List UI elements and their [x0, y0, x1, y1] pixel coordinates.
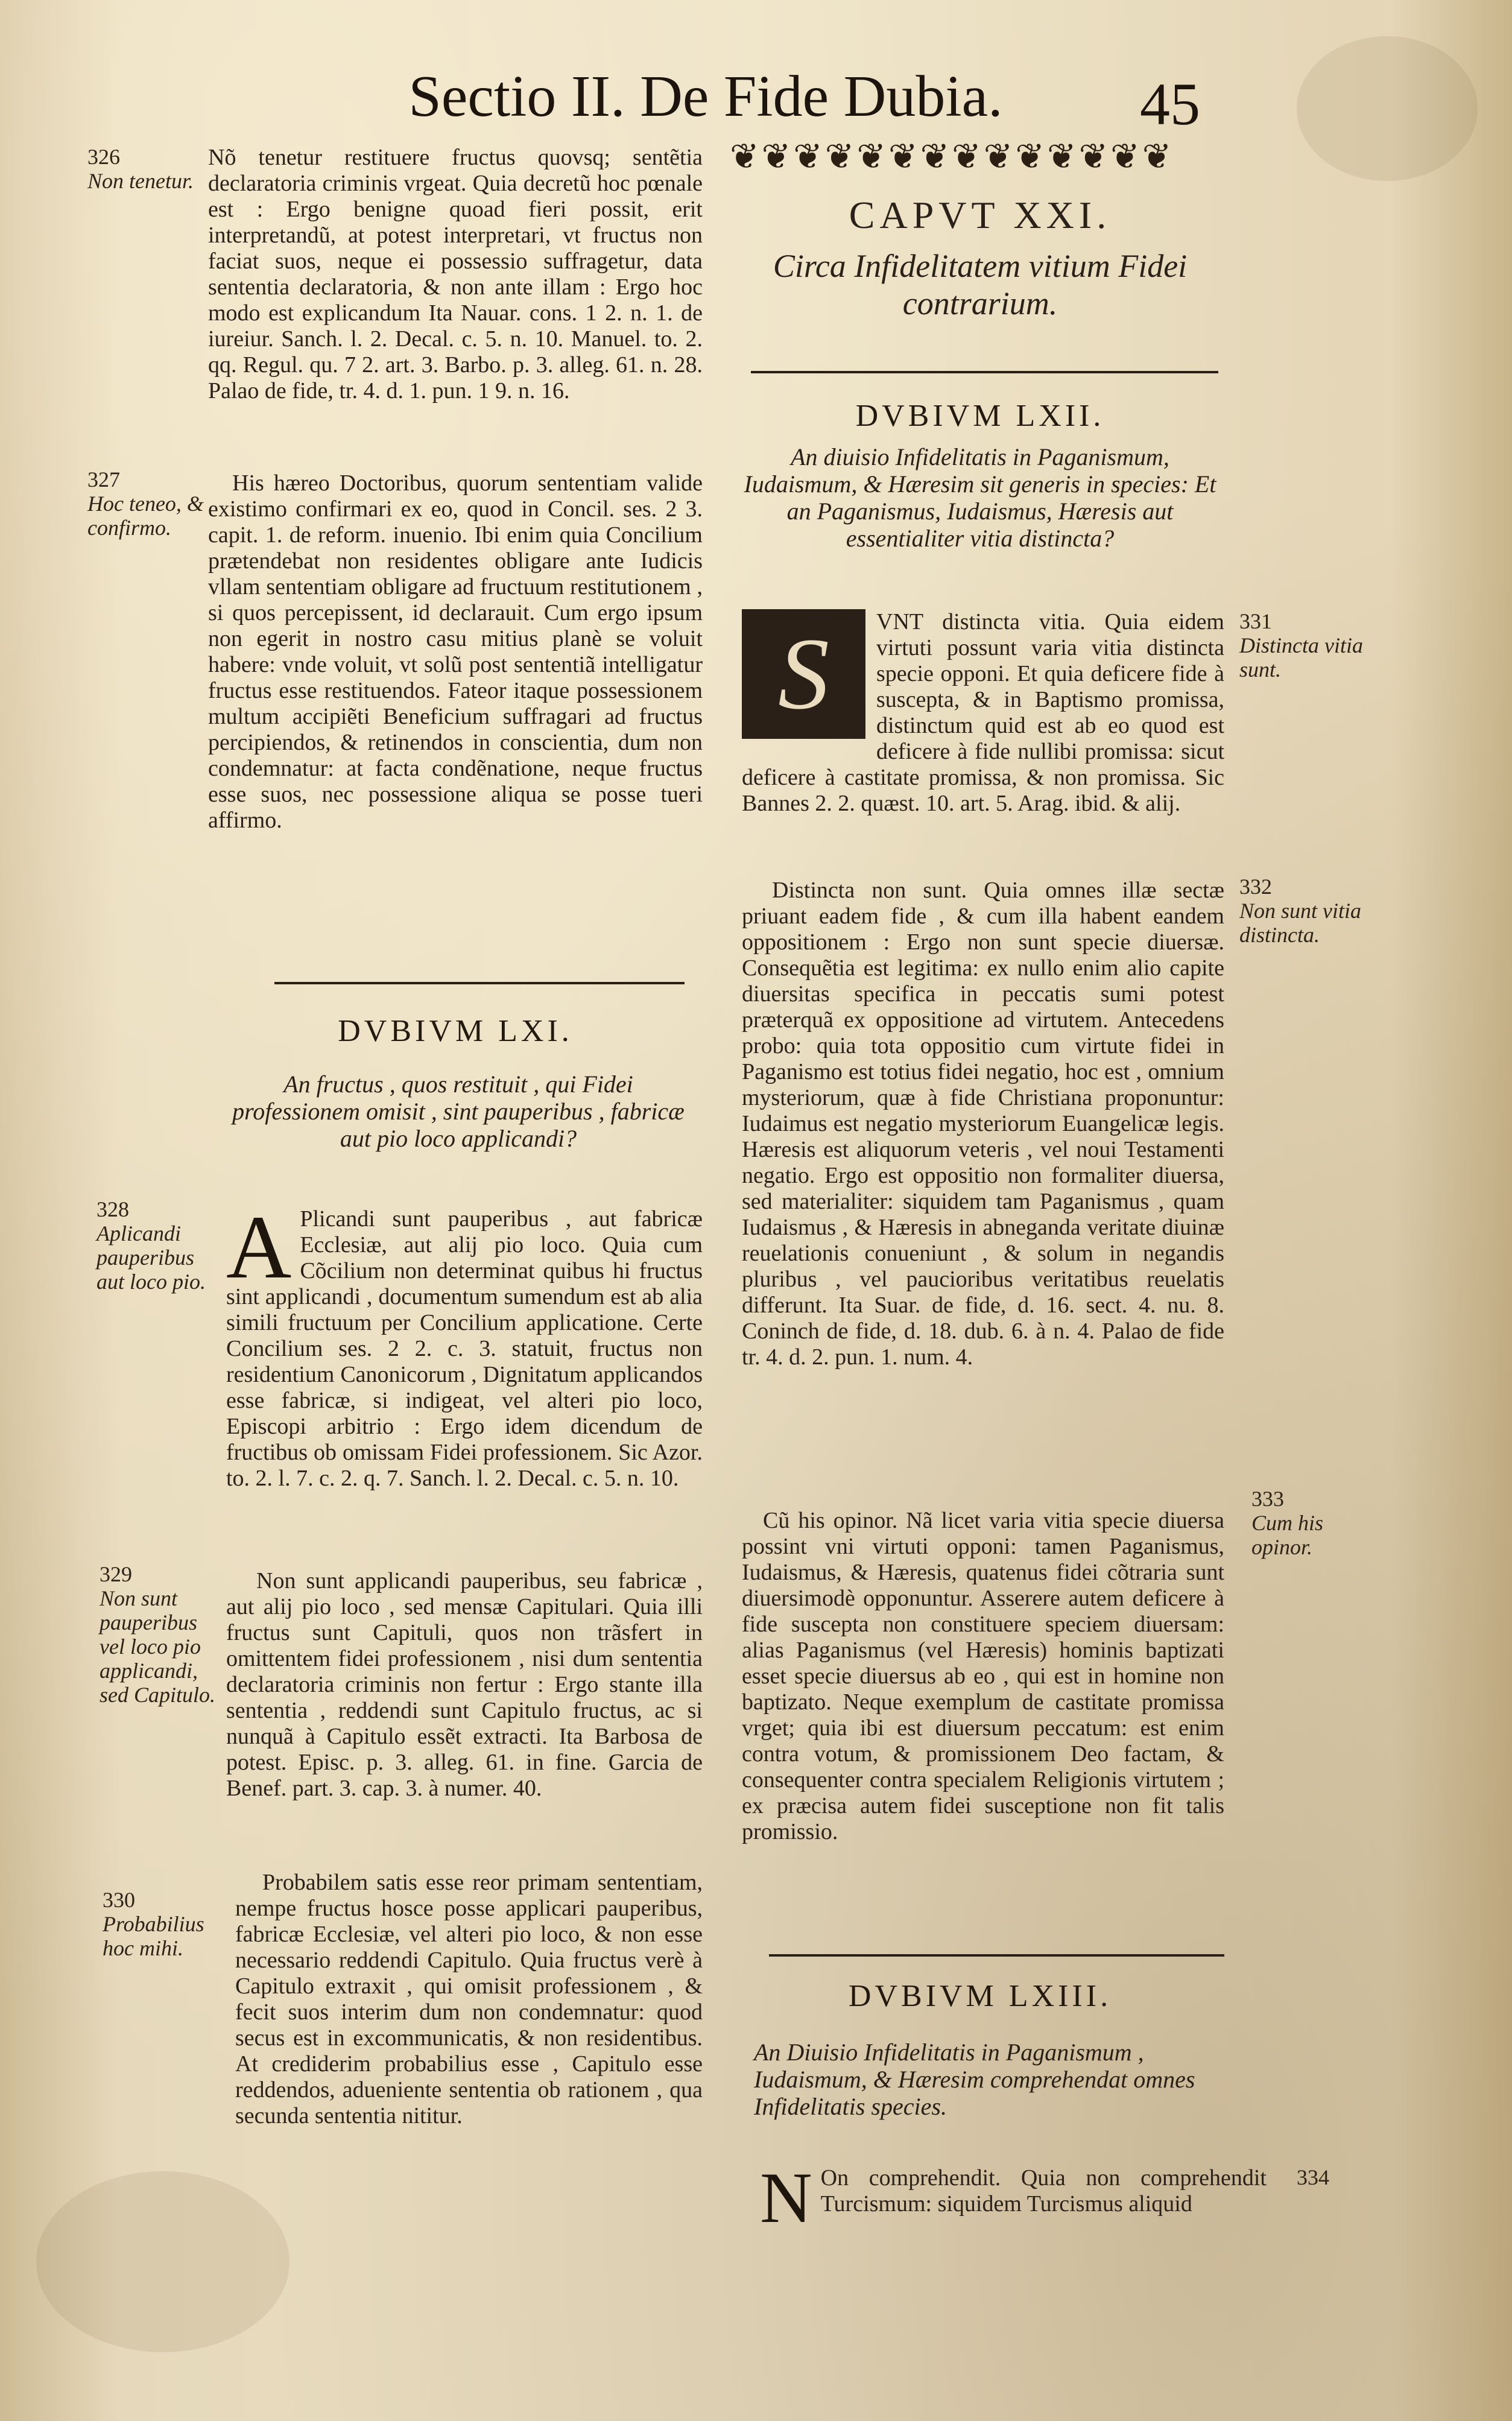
right-column-para3 [742, 1508, 1224, 1845]
paragraph [226, 1197, 703, 1492]
right-column-para1 [742, 609, 1224, 817]
paper-stain [1297, 36, 1478, 181]
margin-note-text: Hoc teneo, & confirmo. [87, 492, 204, 540]
margin-note-text: Non tenetur. [87, 169, 194, 193]
paragraph-text: Plicandi sunt pauperibus , aut fabricæ Ecclesiæ, aut alij pio loco. Quia cum Cõcilium non determinat quibus hi fructus sint applicandi , documentum sumendum est ab alia simili fructuum per Concilium applicatione. Certe Concilium ses. 2 2. c. 3. statuit, fructus non residentium Canonicorum , Dignitatum applicandos esse fabricæ, si indigeat, vel alteri pio loco, Episcopi arbitrio : Ergo idem dicendum de fructibus ob omissam Fidei professionem. Sic Azor. to. 2. l. 7. c. 2. q. 7. Sanch. l. 2. Decal. c. 5. n. 10. [226, 1206, 703, 1491]
section-rule [274, 982, 685, 984]
paragraph: Non sunt applicandi pauperibus, seu fabricæ , aut alij pio loco , sed mensæ Capitulari. Quia illi fructus sunt Capituli, quos non trãsfert in omittentem fidei professionem , nisi dum sententia declaratoria criminis non fertur : Ergo stante illa sententia , reddendi sunt Capitulo fructus, ac si nunquã à Capitulo essẽt extracti. Ita Barbosa de potest. Episc. p. 3. alleg. 61. in fine. Garcia de Benef. part. 3. cap. 3. à numer. 40. [226, 1568, 703, 1801]
caput-title: CAPVT XXI. [849, 194, 1112, 236]
left-column-para3 [226, 1197, 703, 1492]
margin-note-text: Distincta vitia sunt. [1239, 633, 1363, 682]
caput-subtitle: Circa Infidelitatem vitium Fidei contrarium. [773, 248, 1188, 321]
margin-note-332 [1239, 875, 1363, 947]
paragraph: Distincta non sunt. Quia omnes illæ sectæ priuant eadem fide , & cum illa habent eandem oppositionem : Ergo non sunt specie diuersæ. Consequẽtia est legitima: ex nullo enim alio capite diuersitas specifica in peccatis sumi potest præterquã ex oppositione ad virtutem. Antecedens probo: quia tota oppositio cum virtute fidei in Paganismo est totius fidei negatio, hoc est , omnium mysteriorum, quæ à fide Christiana proponuntur: Iudaimus est negatio mysteriorum Euangelicæ legis. Hæresis est aliquorum veteris , vel noui Testamenti negatio. Ergo est oppositio non formaliter diuersa, sed materialiter: siquidem tam Paganismus , quam Iudaismus , & Hæresis in abneganda veritate diuinæ reuelationis conueniunt , & solum in negandis pluribus , vel paucioribus veritatibus reuelatis differunt. Ita Suar. de fide, d. 16. sect. 4. nu. 8. Coninch de fide, d. 18. dub. 6. à n. 4. Palao de fide tr. 4. d. 2. pun. 1. num. 4. [742, 878, 1224, 1370]
right-column-para2 [742, 878, 1224, 1370]
margin-note-text: Probabilius hoc mihi. [103, 1912, 204, 1960]
running-head: Sectio II. De Fide Dubia. [408, 64, 1003, 129]
margin-note-number: 328 [96, 1197, 129, 1221]
margin-note-330 [103, 1888, 223, 1960]
margin-note-number: 332 [1239, 875, 1272, 899]
fleuron-ornament-band: ❦❦❦❦❦❦❦❦❦❦❦❦❦❦ [730, 137, 1174, 176]
margin-note-text: Non sunt vitia distincta. [1239, 899, 1362, 947]
left-column-para2 [208, 470, 703, 834]
paragraph-text: On comprehendit. Quia non comprehendit Turcismum: siquidem Turcismus aliquid [820, 2165, 1267, 2217]
margin-note-number: 333 [1251, 1487, 1284, 1511]
drop-cap-n: N [760, 2157, 812, 2238]
dubium-62-question: An diuisio Infidelitatis in Paganismum, Iudaismum, & Hæresim sit generis in species: Et an Paganismus, Iudaismus, Hæresis aut essentialiter vitia distincta? [744, 443, 1216, 552]
margin-note-text: Non sunt pauperibus vel loco pio applicandi, sed Capitulo. [100, 1586, 216, 1707]
margin-note-number: 327 [87, 467, 120, 492]
margin-note-334 [1297, 2165, 1369, 2189]
dubium-61-title: DVBIVM LXI. [338, 1014, 573, 1048]
paragraph: His hæreo Doctoribus, quorum sententiam valide existimo confirmari ex eo, quod in Concil. ses. 2 3. capit. 1. de reform. inuenio. Ibi enim quia Concilium prætendebat non residentes obligare ante Iudicis vllam sententiam obligare ad fructuum restitutionem , si quos percepissent, id declarauit. Cum ergo ipsum non egerit in nostro casu mitius planè se voluit habere: vnde voluit, vt solũ post sententiã intelligatur fructus esse restituendos. Fateor itaque possessionem multum accipiẽti Beneficium suffragari ad fructus percipiendos, & retinendos in conscientia, dum non condemnatur: at facta condẽnatione, neque fructus esse suos, nec possessione aliqua se posse tueri affirmo. [208, 470, 703, 833]
dubium-63-question: An Diuisio Infidelitatis in Paganismum , Iudaismum, & Hæresim comprehendat omnes Infidelitatis species. [754, 2039, 1195, 2120]
dubium-62-title: DVBIVM LXII. [855, 399, 1105, 433]
margin-note-331 [1239, 609, 1363, 682]
page-number: 45 [1140, 71, 1200, 138]
section-rule [769, 1954, 1224, 1957]
paragraph: Nõ tenetur restituere fructus quovsq; sentẽtia declaratoria criminis vrgeat. Quia decretũ hoc pœnale est : Ergo benigne quoad fieri possit, erit interpretandũ, at potest interpretari, vt fructus non faciat suos, neque ei possessio suffragetur, data sententia declaratoria, & non ante illam : Ergo hoc modo est explicandum Ita Nauar. cons. 1 2. n. 1. de iureiur. Sanch. l. 2. Decal. c. 5. n. 10. Manuel. to. 2. qq. Regul. qu. 7 2. art. 3. Barbo. p. 3. alleg. 61. n. 28. Palao de fide, tr. 4. d. 1. pun. 1 9. n. 16. [208, 145, 703, 404]
margin-note-329 [100, 1562, 217, 1707]
margin-note-328 [96, 1197, 211, 1294]
paragraph: Cũ his opinor. Nã licet varia vitia specie diuersa possint vni virtuti opponi: tamen Paganismus, Iudaismus, & Hæresis, quatenus fidei cõtraria sunt diuersimodè opponuntur. Asserere autem deficere à fide suscepta non constituere speciem diuersam: alias Paganismus (vel Hæresis) hominis baptizati esset specie diuersus ab eo , qui est in homine non baptizato. Neque exemplum de castitate promissa vrget; quia ibi est diuersum peccatum: est enim contra votum, & promissionem Deo factam, & consequenter contra specialem Religionis virtutem ; ex præcisa autem fidei susceptione non fit talis promissio. [742, 1508, 1224, 1844]
dubium-63-title: DVBIVM LXIII. [848, 1979, 1112, 2013]
margin-note-text: Cum his opinor. [1251, 1511, 1324, 1559]
right-column-para4 [760, 2157, 1267, 2238]
margin-note-number: 326 [87, 145, 120, 169]
margin-note-number: 330 [103, 1888, 135, 1912]
ornate-drop-cap-s: S [742, 609, 865, 739]
margin-note-326 [87, 145, 202, 193]
left-column-para5 [235, 1870, 703, 2129]
section-rule [751, 371, 1218, 373]
left-column-para4 [226, 1568, 703, 1802]
paragraph [760, 2157, 1267, 2238]
margin-note-327 [87, 467, 208, 540]
left-column-top [208, 145, 703, 404]
margin-note-number: 334 [1297, 2165, 1329, 2189]
margin-note-333 [1251, 1487, 1366, 1559]
margin-note-number: 331 [1239, 609, 1272, 633]
paragraph [742, 609, 1224, 817]
margin-note-text: Aplicandi pauperibus aut loco pio. [96, 1221, 206, 1294]
drop-cap-a: A [226, 1197, 292, 1297]
paragraph-text: VNT distincta vitia. Quia eidem virtuti possunt varia vitia distincta specie opponi. Et quia deficere fide à suscepta, & in Baptismo promissa, distinctum quid est ab eo quod est deficere à fide nullibi promissa: sicut deficere à castitate promissa, & non promissa. Sic Bannes 2. 2. quæst. 10. art. 5. Arag. ibid. & alij. [742, 609, 1224, 816]
dubium-61-question: An fructus , quos restituit , qui Fidei professionem omisit , sint pauperibus , fabricæ aut pio loco applicandi? [232, 1071, 685, 1152]
margin-note-number: 329 [100, 1562, 132, 1586]
paragraph: Probabilem satis esse reor primam sententiam, nempe fructus hosce posse applicari pauperibus, fabricæ Ecclesiæ, vel alteri pio loco, & non esse necessario reddendi Capitulo. Quia fructus verè à Capitulo extraxit , qui omisit professionem , & fecit suos interim dum non condemnatur: quod secus est in excommunicatis, & non residentibus. At crediderim probabilius esse , Capitulo esse reddendos, adueniente sententia ob rationem , qua secunda sententia nititur. [235, 1870, 703, 2128]
paper-stain [36, 2171, 289, 2352]
